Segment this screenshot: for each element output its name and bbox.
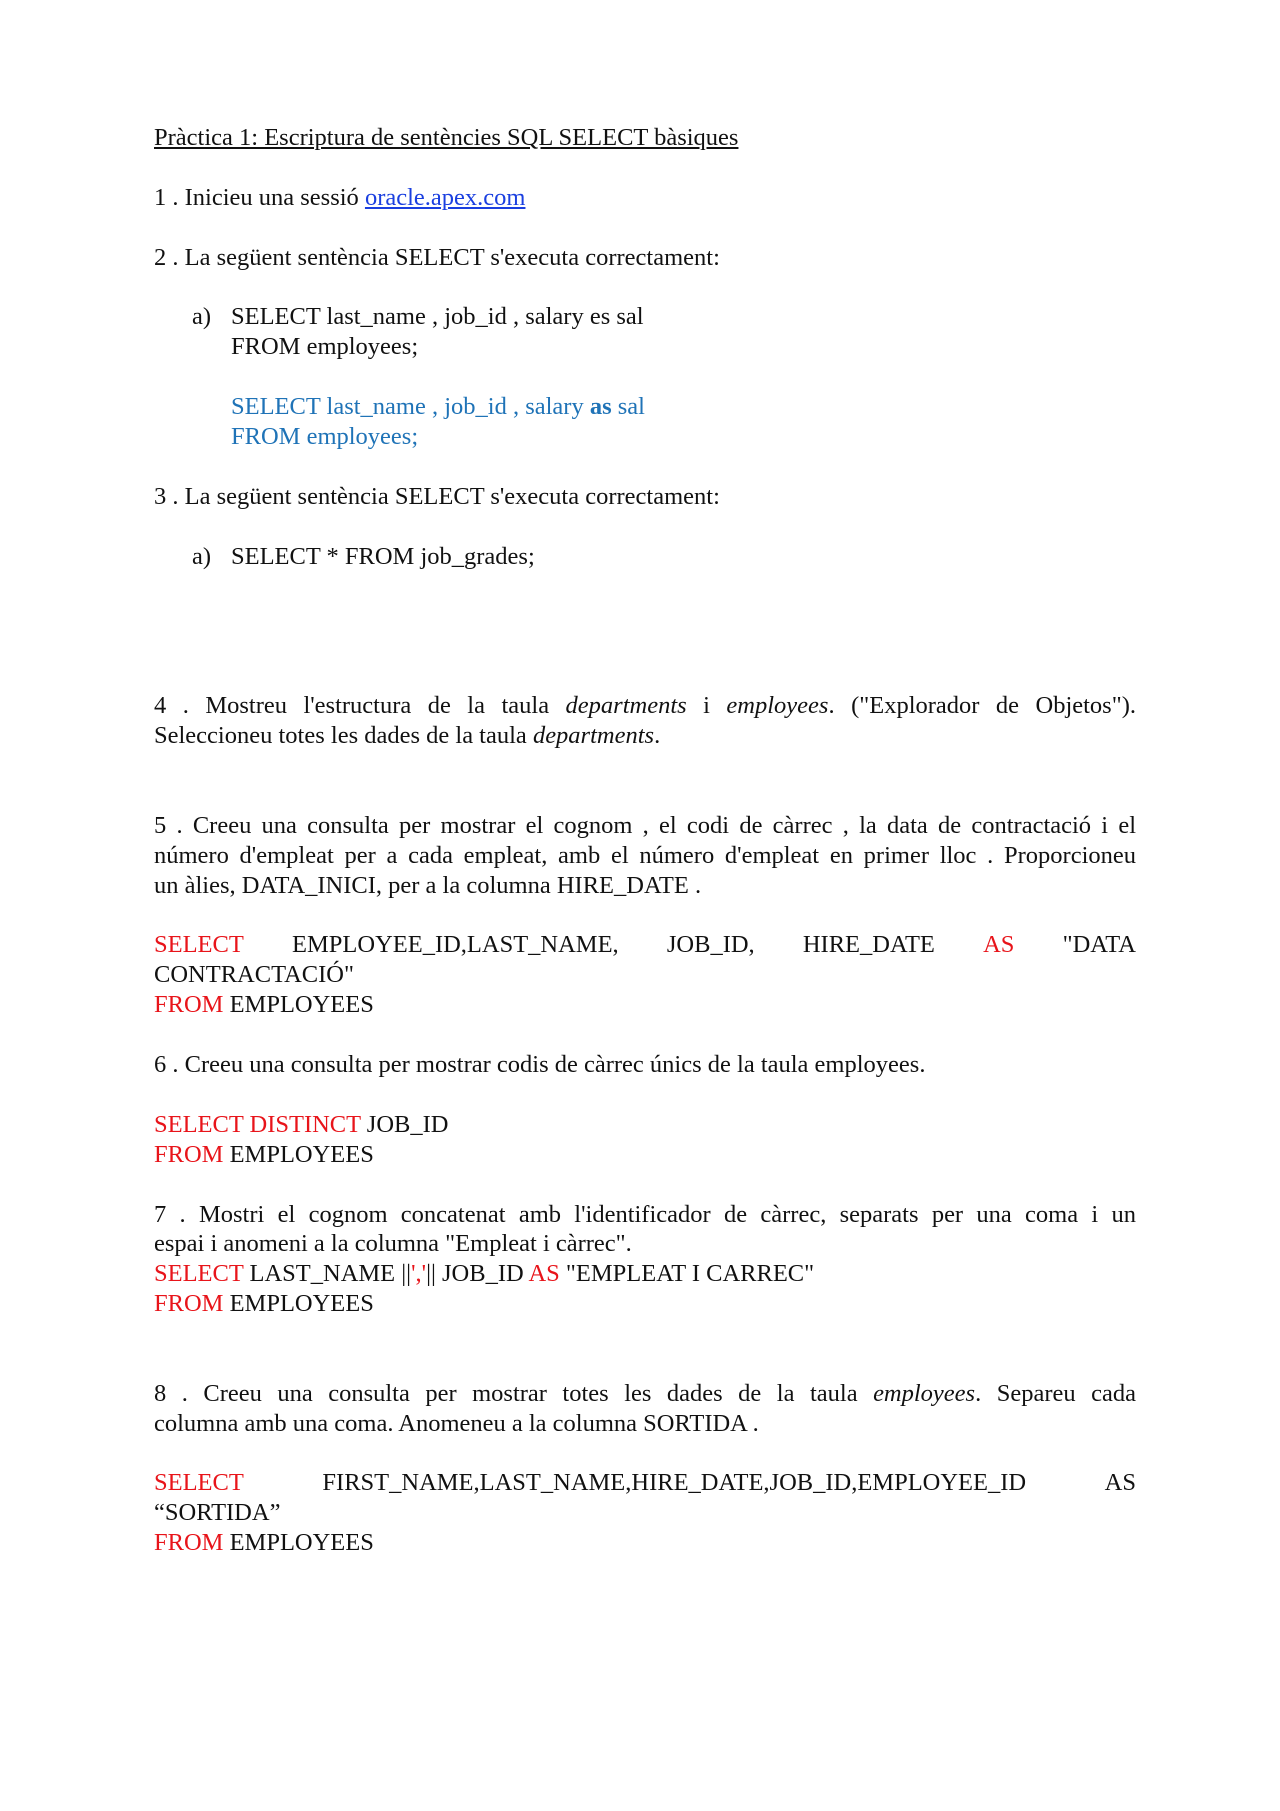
sql-keyword-select: SELECT [154,931,244,958]
sql-table: EMPLOYEES [223,1141,374,1168]
sql-keyword-from: FROM [154,1290,224,1317]
text-run: 8 . Creeu una consulta per mostrar totes les dades de la taula [154,1380,874,1407]
sql-keyword-as: AS [528,1260,560,1287]
question-4-line-1 [154,691,1136,721]
sql-keyword-from: FROM [154,1141,224,1168]
text-run: . ("Explorador de Objetos"). [828,692,1136,719]
sql-column: JOB_ID, [666,931,755,958]
page-title: Pràctica 1: Escriptura de sentències SQL SELECT bàsiques [154,124,739,151]
text-run: . [654,722,661,749]
sql-expression: LAST_NAME || [243,1260,412,1287]
question-1-text: 1 . Inicieu una sessió [154,184,365,211]
question-5-line-3: un àlies, DATA_INICI, per a la columna HIRE_DATE . [154,872,702,899]
sql-columns: EMPLOYEE_ID,LAST_NAME, [292,931,619,958]
question-5-sql-line-1 [154,930,1136,960]
question-8-sql-line-3 [154,1528,374,1558]
question-1 [154,183,525,213]
question-2-text: 2 . La següent sentència SELECT s'executa correctament: [154,244,720,271]
question-7-line-1: 7 . Mostri el cognom concatenat amb l'identificador de càrrec, separats per una coma i un [154,1201,1136,1228]
question-2-sql-line-1: SELECT last_name , job_id , salary es sal [231,303,644,330]
question-8-sql-line-1 [154,1468,1136,1498]
text-run: . Separeu cada [975,1380,1136,1407]
question-6-sql-line-1 [154,1110,448,1140]
question-4-line-2 [154,721,660,751]
table-name: employees [726,692,829,719]
question-3-sql-line-1: SELECT * FROM job_grades; [231,543,535,570]
table-name: departments [565,692,687,719]
sql-keyword-from: FROM [154,1529,224,1556]
sql-table: EMPLOYEES [223,991,374,1018]
sql-table: EMPLOYEES [223,1290,374,1317]
sql-keyword-as: AS [983,931,1015,958]
question-7-sql-line-2 [154,1289,374,1319]
question-6-sql-line-2 [154,1140,374,1170]
question-2-sql-line-2: FROM employees; [231,333,419,360]
oracle-apex-link[interactable]: oracle.apex.com [364,184,526,211]
question-6-text: 6 . Creeu una consulta per mostrar codis de càrrec únics de la taula employees. [154,1051,926,1078]
question-5-line-1: 5 . Creeu una consulta per mostrar el cognom , el codi de càrrec , la data de contractació i el [154,812,1136,839]
sql-alias: "DATA [1062,931,1136,958]
question-3-text: 3 . La següent sentència SELECT s'executa correctament: [154,483,720,510]
answer-keyword-as: as [589,393,612,420]
question-8-sql-line-2: “SORTIDA” [154,1499,281,1526]
sql-keyword-as: AS [1104,1469,1136,1496]
sql-keyword-from: FROM [154,991,224,1018]
sql-keyword-select: SELECT [154,1469,244,1496]
question-3-a-label: a) [192,543,212,570]
sql-literal: ',' [411,1260,427,1287]
sql-alias: "EMPLEAT I CARREC" [559,1260,815,1287]
text-run: Seleccioneu totes les dades de la taula [154,722,533,749]
text-run: 4 . Mostreu l'estructura de la taula [154,692,566,719]
sql-table: EMPLOYEES [223,1529,374,1556]
answer-text: sal [611,393,645,420]
sql-columns: FIRST_NAME,LAST_NAME,HIRE_DATE,JOB_ID,EMPLOYEE_ID [322,1469,1027,1496]
sql-keyword-select-distinct: SELECT DISTINCT [154,1111,361,1138]
answer-text: SELECT last_name , job_id , salary [231,393,590,420]
question-2-answer-line-2: FROM employees; [231,423,419,450]
question-2-answer-line-1 [231,392,645,422]
question-7-line-2: espai i anomeni a la columna "Empleat i càrrec". [154,1230,632,1257]
sql-expression: || JOB_ID [426,1260,529,1287]
table-name: employees [873,1380,976,1407]
sql-column: JOB_ID [360,1111,449,1138]
table-name: departments [532,722,655,749]
sql-column: HIRE_DATE [802,931,935,958]
question-7-sql-line-1 [154,1259,814,1289]
question-8-line-2: columna amb una coma. Anomeneu a la columna SORTIDA . [154,1410,759,1437]
question-5-line-2: número d'empleat per a cada empleat, amb el número d'empleat en primer lloc . Proporcioneu [154,842,1136,869]
text-run: i [686,692,727,719]
question-8-line-1 [154,1379,1136,1409]
sql-keyword-select: SELECT [154,1260,244,1287]
question-5-sql-line-3 [154,990,374,1020]
question-2-a-label: a) [192,303,212,330]
question-5-sql-line-2: CONTRACTACIÓ" [154,961,354,988]
